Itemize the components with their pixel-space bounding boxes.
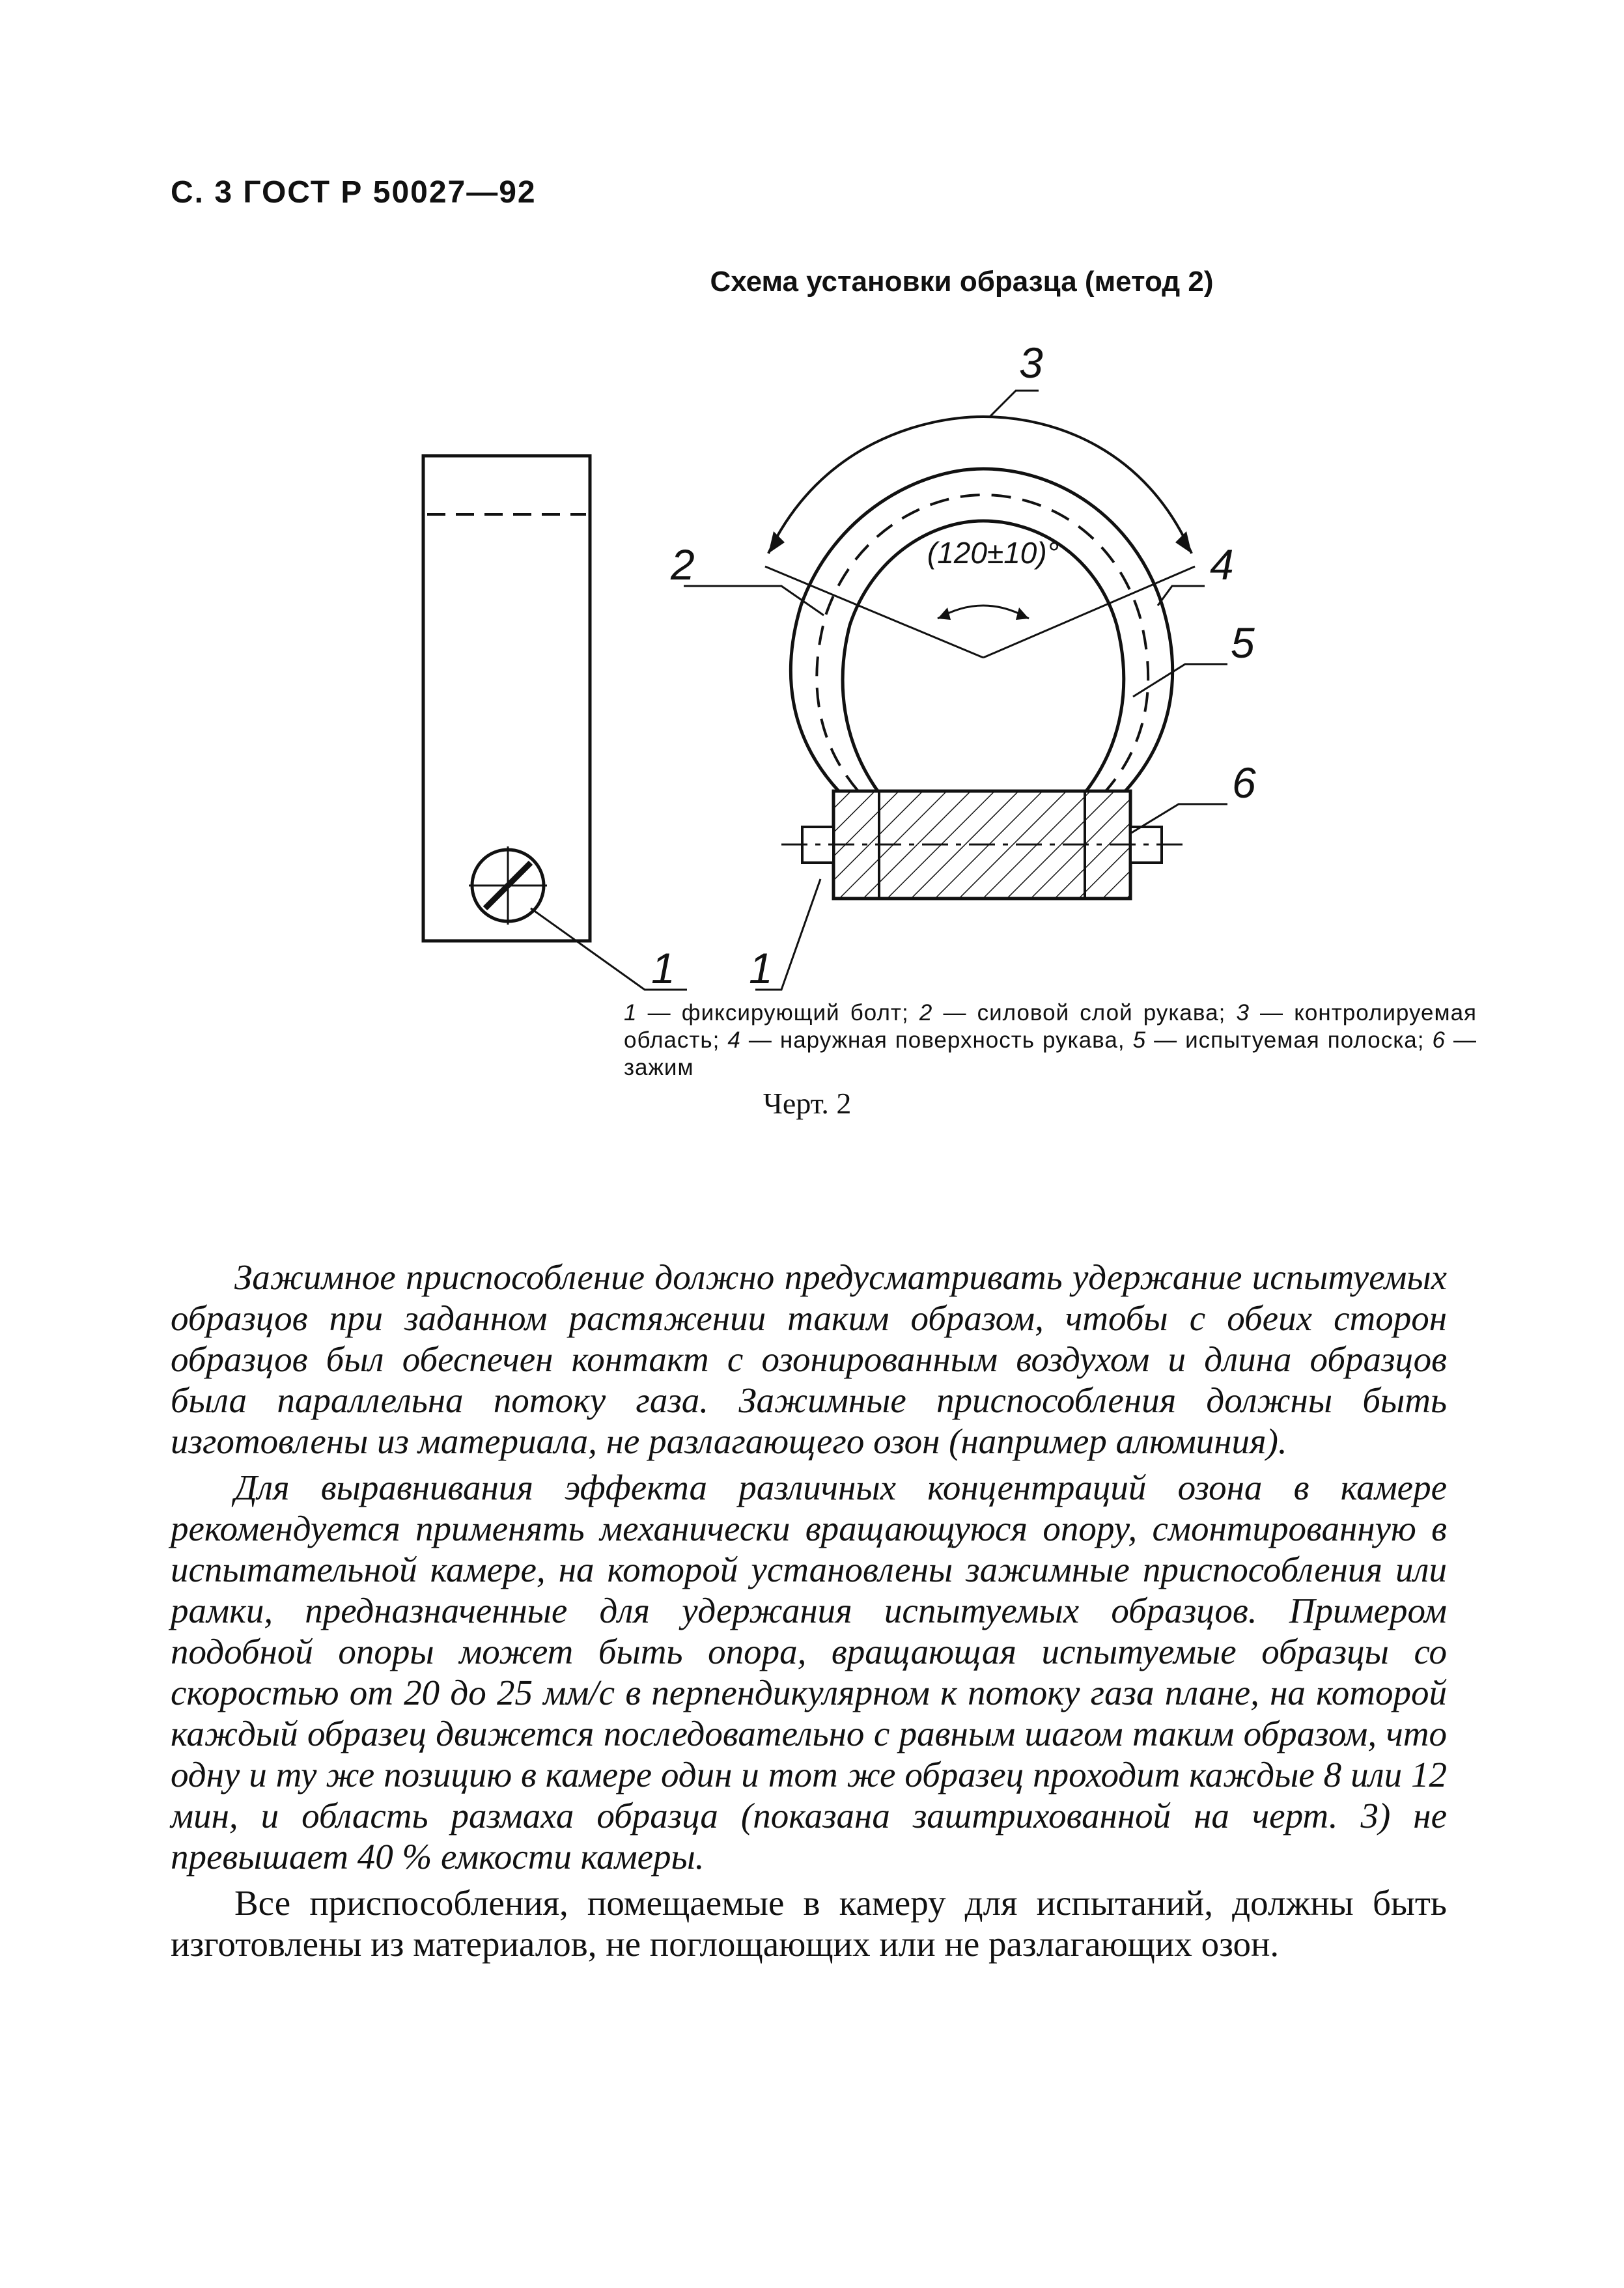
paragraph-materials: Все приспособления, помещаемые в камеру для испытаний, должны быть изготовлены из материалов, не поглощающих или не разлагающих озон.: [171, 1883, 1447, 1964]
page-header: С. 3 ГОСТ Р 50027—92: [171, 175, 537, 210]
legend-num-6: 6: [1432, 1027, 1446, 1053]
legend-num-2: 2: [919, 1000, 933, 1025]
legend-text-3: — контролируемая область;: [624, 1000, 1477, 1053]
legend-num-4: 4: [727, 1027, 741, 1053]
body-text: [171, 1257, 1447, 1970]
callout-4: 4: [1210, 540, 1234, 589]
callout-3: 3: [1019, 339, 1043, 387]
callout-1-right: 1: [749, 944, 773, 992]
figure-title: Схема установки образца (метод 2): [710, 266, 1214, 298]
ring-view: [684, 391, 1227, 990]
paragraph-rotating-support: Для выравнивания эффекта различных концентраций озона в камере рекомендуется применять механически вращающуюся опору, смонтированную в испытательной камере, на которой установлены зажимные приспособления или рамки, предназначенные для удержания испытуемых образцов. Примером подобной опоры может быть опора, вращающая испытуемые образцы со скоростью от 20 до 25 мм/с в перпендикулярном к потоку газа плане, на которой каждый образец движется последовательно с равным шагом таким образом, что одну и ту же позицию в камере один и тот же образец проходит каждые 8 или 12 мин, и область размаха образца (показана заштрихованной на черт. 3) не превышает 40 % емкости камеры.: [171, 1468, 1447, 1876]
legend-text-2: — силовой слой рукава;: [932, 1000, 1237, 1025]
figure-legend: [624, 999, 1477, 1081]
figure-caption: Черт. 2: [763, 1087, 852, 1120]
legend-num-1: 1: [624, 1000, 637, 1025]
callout-6: 6: [1232, 759, 1256, 807]
legend-text-4: — наружная поверхность рукава,: [740, 1027, 1133, 1053]
specimen-mounting-diagram: [365, 319, 1289, 996]
legend-text-6: — зажим: [624, 1027, 1477, 1080]
paragraph-clamp-device: Зажимное приспособление должно предусматривать удержание испытуемых образцов при заданном растяжении таким образом, чтобы с обеих сторон образцов был обеспечен контакт с озонированным воздухом и длина образцов была параллельна потоку газа. Зажимные приспособления должны быть изготовлены из материала, не разлагающего озон (например алюминия).: [171, 1257, 1447, 1461]
callout-5: 5: [1231, 619, 1255, 667]
side-view: [423, 456, 687, 990]
legend-num-5: 5: [1132, 1027, 1147, 1053]
legend-text-5: — испытуемая полоска;: [1146, 1027, 1433, 1053]
angle-label: (120±10)°: [927, 536, 1059, 570]
legend-num-3: 3: [1236, 1000, 1250, 1025]
legend-text-1: — фиксирующий болт;: [637, 1000, 919, 1025]
callout-2: 2: [671, 540, 695, 589]
callout-1-left: 1: [651, 944, 675, 992]
